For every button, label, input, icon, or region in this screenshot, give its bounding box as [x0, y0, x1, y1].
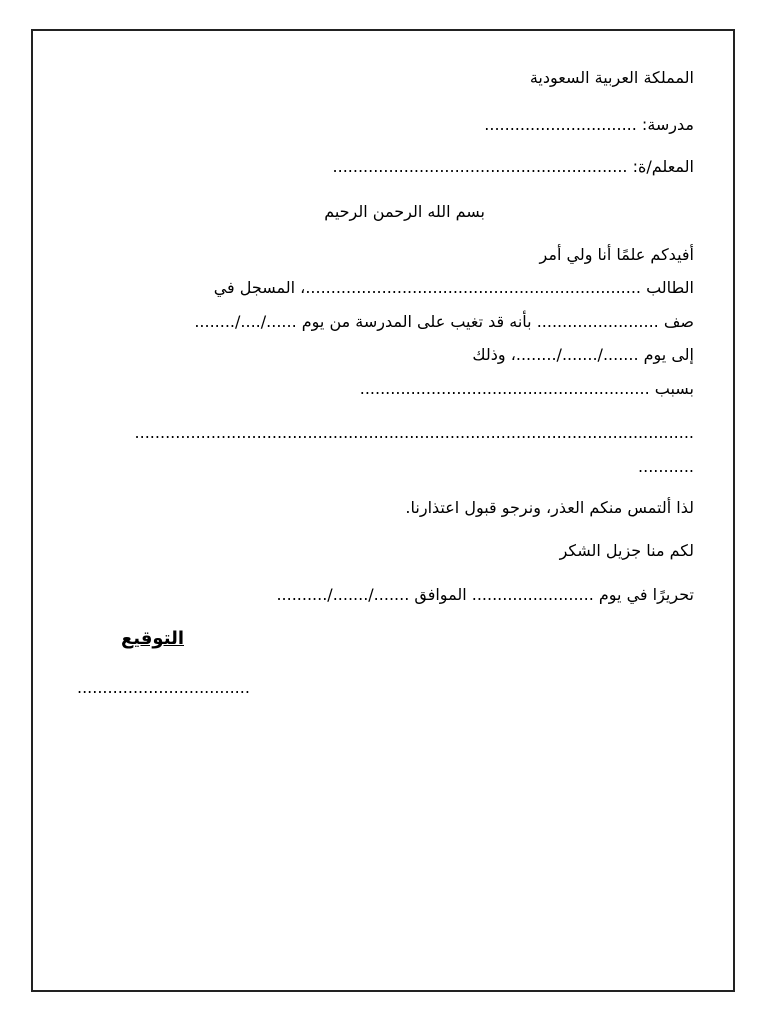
student-line: الطالب ..................................................................، المسجل في	[213, 278, 694, 297]
apology-text: لذا ألتمس منكم العذر، ونرجو قبول اعتذارنا.	[405, 498, 694, 517]
kingdom-heading: المملكة العربية السعودية	[529, 68, 694, 87]
reason-dots-short: ...........	[638, 457, 694, 476]
signature-title: التوقيع	[121, 628, 184, 649]
written-on-line: تحريرًا في يوم ........................ الموافق ......./......./..........	[276, 585, 694, 604]
class-line: صف ........................ بأنه قد تغيب على المدرسة من يوم ....../..../........	[194, 312, 694, 331]
thanks-text: لكم منا جزيل الشكر	[559, 541, 694, 560]
intro-text: أفيدكم علمًا أنا ولي أمر	[539, 245, 694, 264]
teacher-field: المعلم/ة: ..........................................................	[332, 157, 694, 176]
until-line: إلى يوم ......./......./........، وذلك	[472, 345, 694, 364]
school-field: مدرسة: ..............................	[484, 115, 694, 134]
basmala: بسم الله الرحمن الرحيم	[324, 202, 485, 221]
signature-line: ..................................	[77, 678, 250, 697]
reason-dots-long: ..............................................................................................................	[134, 423, 694, 442]
reason-line: بسبب .........................................................	[359, 379, 694, 398]
